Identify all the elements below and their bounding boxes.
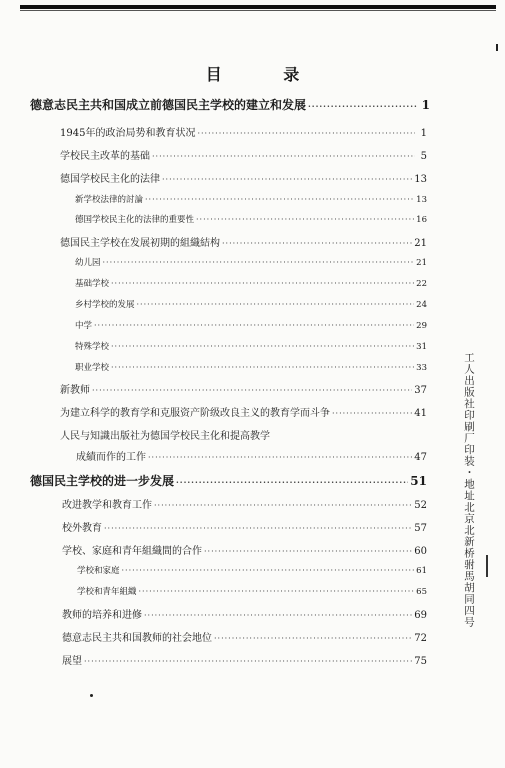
toc-entry-text: 中学 <box>75 321 93 331</box>
toc-entry-part-1 <box>30 96 430 113</box>
leader-dots <box>222 239 412 248</box>
toc-entry <box>62 496 427 511</box>
page-title: 目 录 <box>205 65 328 84</box>
leader-dots <box>162 175 412 184</box>
leader-dots <box>92 386 412 395</box>
leader-dots <box>154 501 412 510</box>
toc-entry-page: 57 <box>414 523 427 534</box>
toc-entry <box>60 404 427 419</box>
toc-entry <box>62 519 427 534</box>
toc-entry-text: 展望 <box>62 656 82 667</box>
leader-dots <box>148 453 412 462</box>
toc-entry-text: 职业学校 <box>75 363 110 373</box>
leader-dots <box>111 279 414 288</box>
top-border-rule-thin <box>20 10 496 11</box>
toc-subentry <box>75 361 427 373</box>
toc-entry <box>76 448 427 463</box>
toc-entry-page: 22 <box>416 279 427 289</box>
toc-entry-text: 特殊学校 <box>75 342 110 352</box>
toc-entry-page: 1 <box>421 98 430 112</box>
toc-entry-page: 21 <box>416 258 427 268</box>
leader-dots <box>94 321 414 330</box>
toc-entry-text: 学校和家庭 <box>77 566 120 576</box>
leader-dots <box>196 215 414 224</box>
toc-entry-text: 改进教学和教育工作 <box>62 500 152 511</box>
toc-entry-page: 5 <box>420 151 427 162</box>
toc-subentry <box>75 213 427 225</box>
leader-dots <box>104 524 412 533</box>
toc-entry-page: 69 <box>414 610 427 621</box>
toc-entry-text: 学校和青年組織 <box>77 587 137 597</box>
toc-entry-text: 校外教育 <box>62 523 102 534</box>
toc-entry-page: 60 <box>414 546 427 557</box>
toc-entry <box>62 542 427 557</box>
leader-dots <box>145 195 414 204</box>
toc-entry-page: 52 <box>414 500 427 511</box>
leader-dots <box>144 611 412 620</box>
leader-dots <box>84 657 412 666</box>
toc-subentry <box>75 298 427 310</box>
toc-entry <box>60 147 427 162</box>
toc-entry-page: 24 <box>416 300 427 310</box>
toc-entry <box>62 629 427 644</box>
toc-entry-text: 学校民主改革的基础 <box>60 151 150 162</box>
top-border-rule <box>20 5 496 9</box>
leader-dots <box>111 342 414 351</box>
toc-entry-text: 德意志民主共和国教师的社会地位 <box>62 633 212 644</box>
toc-entry-text: 基础学校 <box>75 279 110 289</box>
leader-dots <box>103 258 415 267</box>
toc-subentry <box>77 564 427 576</box>
toc-entry-page: 21 <box>414 238 427 249</box>
leader-dots <box>176 477 408 487</box>
leader-dots <box>332 409 412 418</box>
leader-dots <box>139 587 415 596</box>
leader-dots <box>204 547 412 556</box>
toc-entry-page: 65 <box>416 587 427 597</box>
scan-mark <box>496 44 498 51</box>
toc-entry <box>60 381 427 396</box>
toc-entry-text: 德国民主学校在发展初期的組織結构 <box>60 238 220 249</box>
toc-entry-text: 为建立科学的教育学和克服资产阶级改良主义的教育学而斗争 <box>60 408 330 419</box>
toc-entry-part-2 <box>30 472 427 489</box>
leader-dots <box>111 363 414 372</box>
toc-entry-page: 29 <box>416 321 427 331</box>
toc-entry-page: 1 <box>420 128 427 139</box>
publisher-imprint: 工人出版社印刷厂印装・地址北京北新桥驸馬胡同四号 <box>463 352 475 628</box>
toc-subentry <box>77 585 427 597</box>
toc-entry-page: 13 <box>414 174 427 185</box>
toc-entry <box>60 234 427 249</box>
toc-entry-text: 新学校法律的討論 <box>75 195 144 205</box>
toc-subentry <box>75 340 427 352</box>
toc-entry-text: 1945年的政治局势和教育状况 <box>60 128 196 139</box>
leader-dots <box>137 300 415 309</box>
toc-entry-text: 德国民主学校的进一步发展 <box>30 474 175 488</box>
scan-mark <box>486 555 488 577</box>
toc-entry <box>60 170 427 185</box>
toc-entry-page: 47 <box>414 452 427 463</box>
leader-dots <box>122 566 415 575</box>
toc-entry-text: 新教师 <box>60 385 90 396</box>
toc-entry-page: 13 <box>416 195 427 205</box>
toc-entry-text: 德国学校民主化的法律的重要性 <box>75 215 195 225</box>
scan-speck <box>90 694 93 697</box>
toc-entry-page: 41 <box>414 408 427 419</box>
toc-entry-page: 61 <box>416 566 427 576</box>
leader-dots <box>214 634 412 643</box>
toc-entry-page: 72 <box>414 633 427 644</box>
leader-dots <box>308 101 418 111</box>
toc-subentry <box>75 277 427 289</box>
toc-entry <box>62 652 427 667</box>
toc-entry-text: 学校、家庭和青年組織間的合作 <box>62 546 202 557</box>
toc-entry-text: 成績而作的工作 <box>76 452 146 463</box>
toc-entry-page: 16 <box>416 215 427 225</box>
leader-dots <box>152 152 415 161</box>
toc-entry-text: 幼儿园 <box>75 258 101 268</box>
leader-dots <box>197 129 415 138</box>
toc-entry <box>62 606 427 621</box>
toc-entry-text: 德意志民主共和国成立前德国民主学校的建立和发展 <box>30 98 307 112</box>
toc-entry-page: 75 <box>414 656 427 667</box>
toc-entry-page: 33 <box>416 363 427 373</box>
toc-subentry <box>75 256 427 268</box>
toc-entry-text-line1: 人民与知識出版社为德国学校民主化和提高教学 <box>60 431 270 442</box>
toc-entry <box>60 124 427 139</box>
toc-entry-text: 德国学校民主化的法律 <box>60 174 160 185</box>
toc-entry-page: 31 <box>416 342 427 352</box>
toc-entry-page: 51 <box>410 474 427 488</box>
toc-subentry <box>75 319 427 331</box>
toc-entry-text: 教师的培养和进修 <box>62 610 142 621</box>
toc-entry-text: 乡村学校的发展 <box>75 300 135 310</box>
toc-entry-page: 37 <box>414 385 427 396</box>
toc-subentry <box>75 193 427 205</box>
